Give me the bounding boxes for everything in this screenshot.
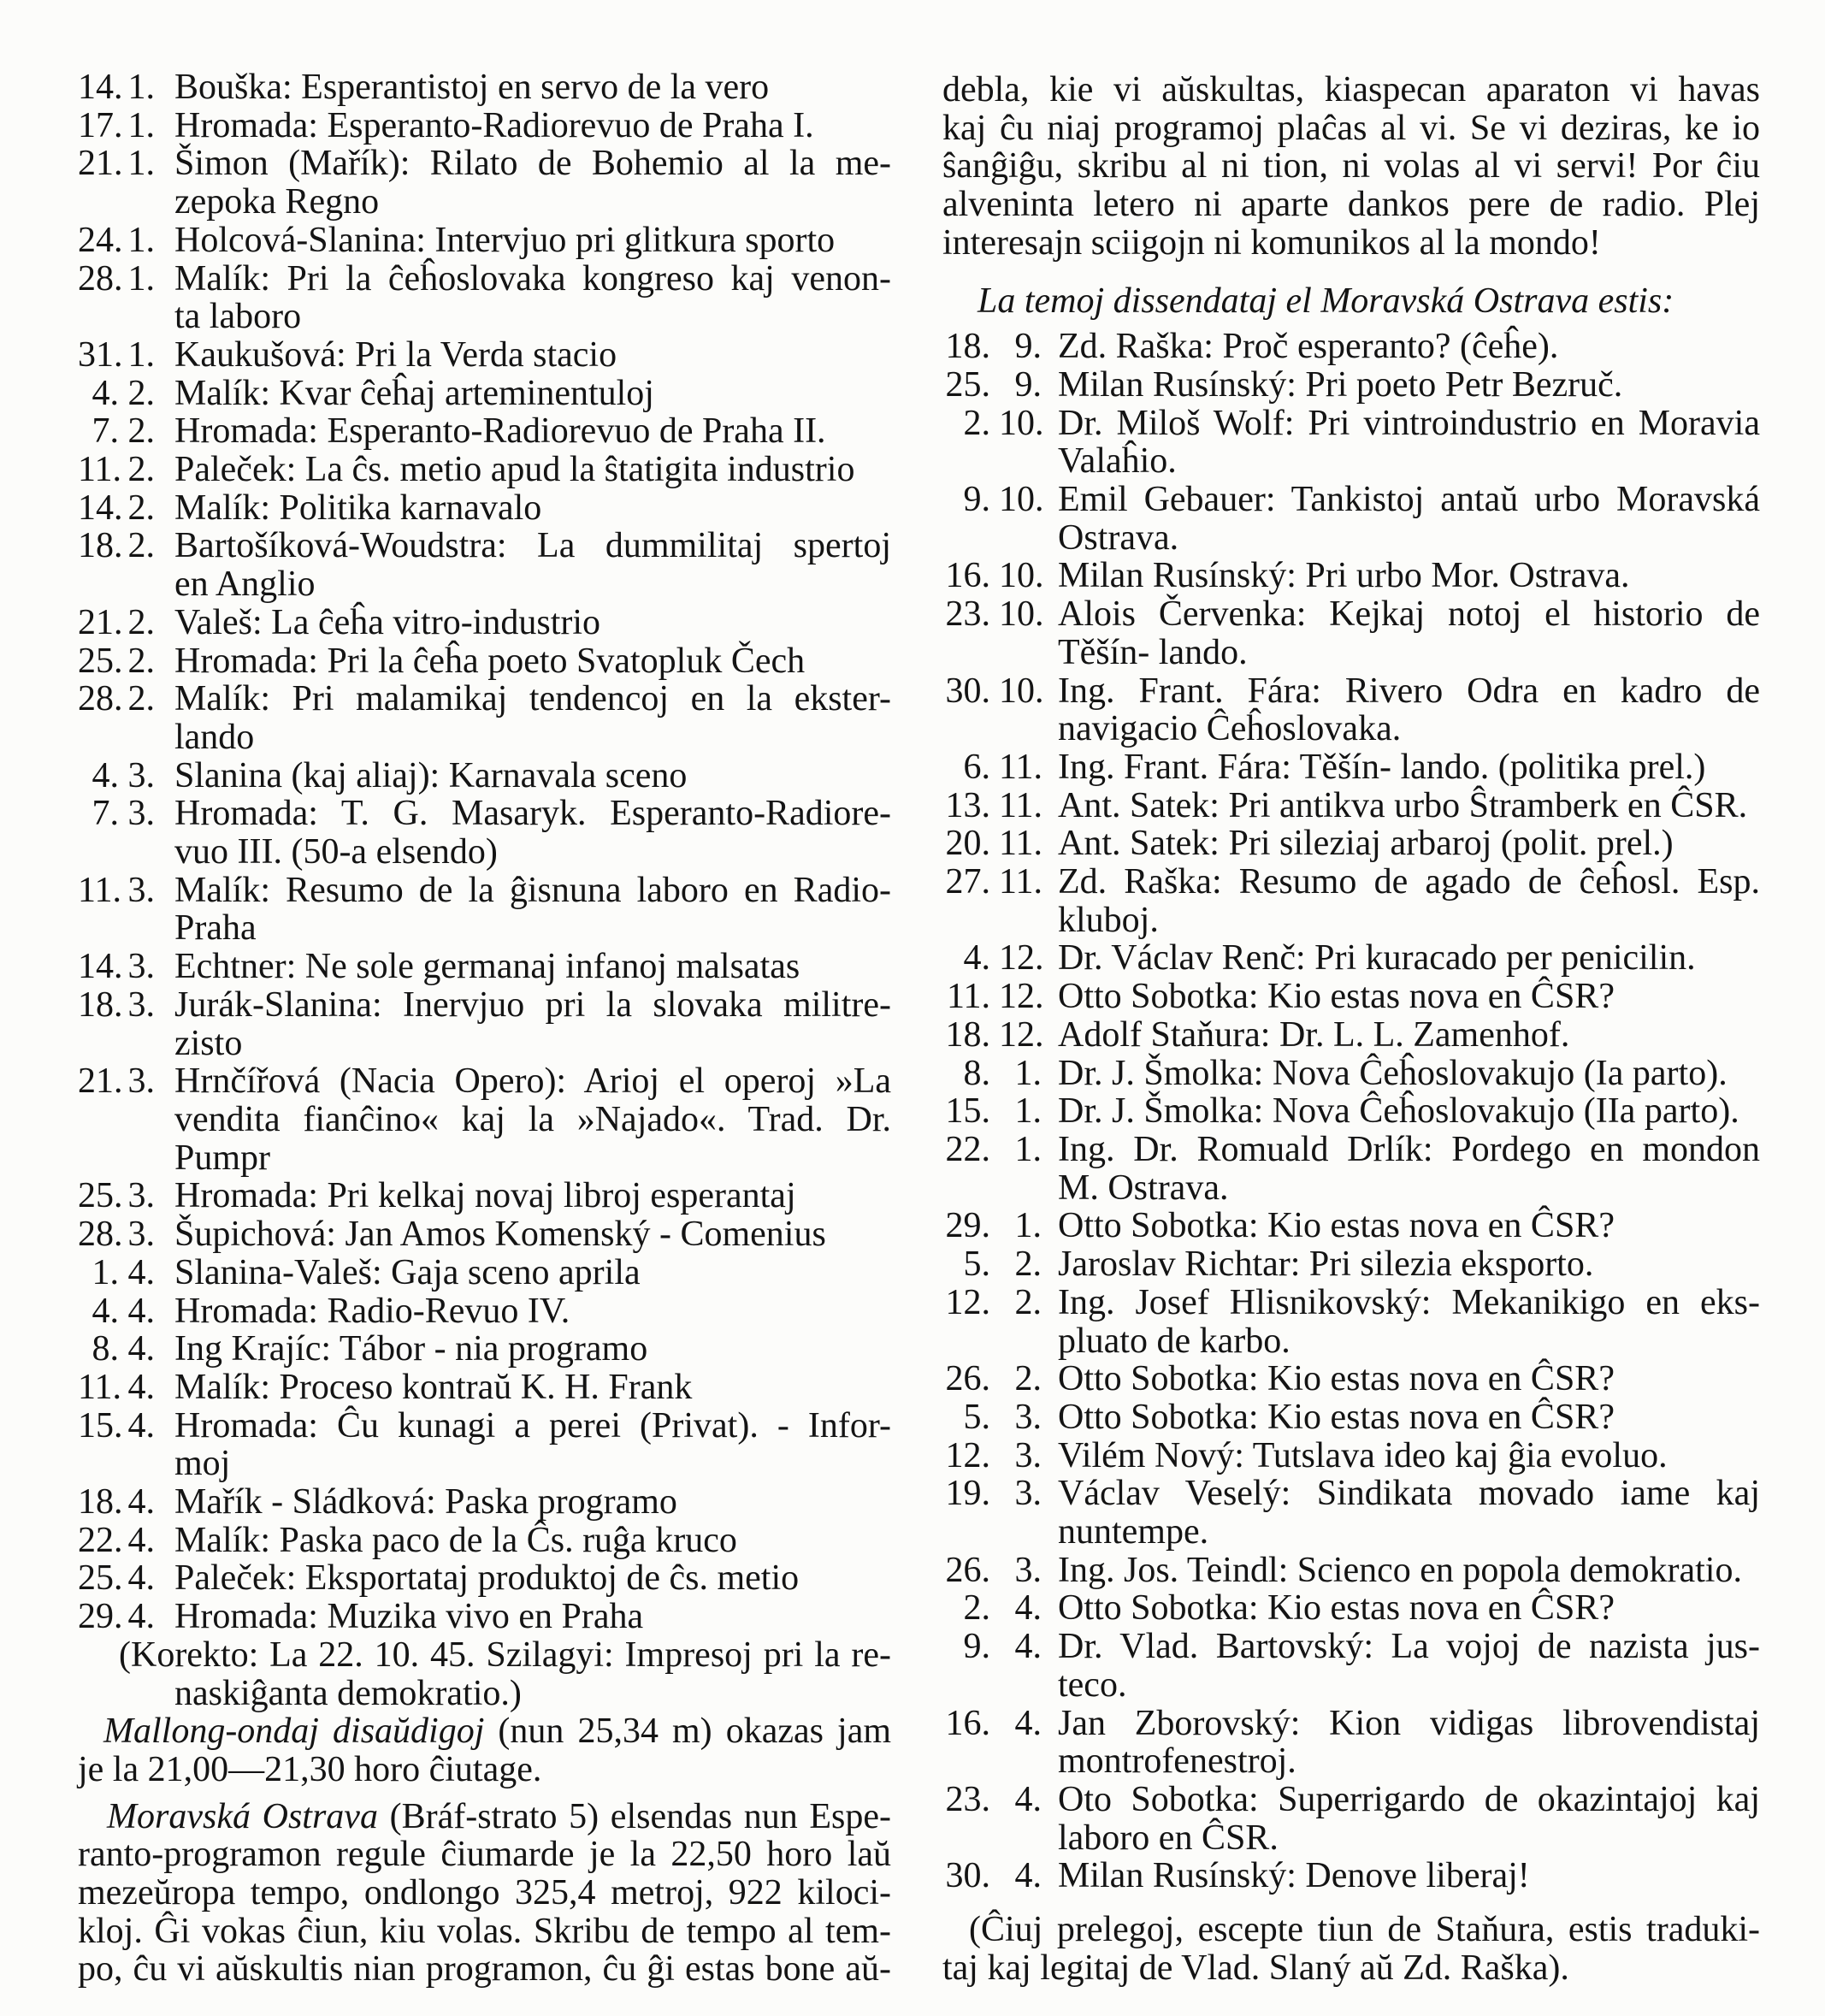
entry-day: 5. xyxy=(963,1244,990,1285)
left-column xyxy=(78,68,891,1989)
text-line: naskiĝanta demokratio.) xyxy=(174,1673,522,1713)
programme-entry xyxy=(942,595,1760,671)
text-run: (nun 25,34 m) okazas jam xyxy=(484,1712,892,1752)
entry-month: 12. xyxy=(999,1014,1044,1055)
text-line xyxy=(107,1798,891,1836)
entry-month: 9. xyxy=(1014,327,1042,367)
programme-entry xyxy=(942,1131,1760,1207)
text-line: interesajn sciigojn ni komunikos al la mondo! xyxy=(942,222,1601,263)
programme-entry xyxy=(78,1254,891,1292)
entry-day: 22. xyxy=(945,1129,990,1169)
entry-day: 23. xyxy=(945,594,990,635)
entry-day: 19. xyxy=(945,1474,990,1514)
entry-line: Malík: Pri la ĉeĥoslovaka kongreso kaj venon- xyxy=(174,258,891,299)
entry-day: 18. xyxy=(945,1014,990,1055)
entry-line: Dr. J. Šmolka: Nova Ĉeĥoslovakujo (IIa parto). xyxy=(1058,1091,1739,1132)
entry-line: Malík: Paska paco de la Ĉs. ruĝa kruco xyxy=(174,1520,737,1560)
entry-line: Malík: Politika karnavalo xyxy=(174,488,542,528)
programme-entry xyxy=(78,260,891,336)
entry-line: moj xyxy=(174,1444,231,1484)
entry-day: 25. xyxy=(78,641,123,681)
entry-line: zepoka Regno xyxy=(174,182,380,222)
text-line: kloj. Ĝi vokas ĉiun, kiu volas. Skribu de tempo al tem- xyxy=(78,1911,891,1951)
entry-line: en Anglio xyxy=(174,565,316,605)
programme-entry xyxy=(78,1215,891,1254)
entry-month: 4. xyxy=(1014,1779,1042,1819)
entry-line: Hromada: Pri la ĉeĥa poeto Svatopluk Čech xyxy=(174,641,806,681)
entry-line: Malík: Kvar ĉeĥaj arteminentuloj xyxy=(174,373,654,413)
entry-day: 25. xyxy=(945,364,990,405)
programme-entry xyxy=(942,1055,1760,1093)
entry-day: 12. xyxy=(945,1435,990,1475)
entry-month: 4. xyxy=(127,1405,155,1445)
entry-line: Otto Sobotka: Kio estas nova en ĈSR? xyxy=(1058,1206,1615,1246)
entry-line: lando xyxy=(174,717,255,757)
italic-lead: Mallong-ondaj disaŭdigoj xyxy=(103,1712,485,1752)
entry-line: zisto xyxy=(174,1023,243,1063)
entry-line: Hromada: Ĉu kunagi a perei (Privat). - Infor- xyxy=(174,1405,891,1445)
programme-entry xyxy=(942,978,1760,1016)
entry-line: kluboj. xyxy=(1058,900,1159,940)
text-line: ranto-programon regule ĉiumarde je la 22,50 horo laŭ xyxy=(78,1835,891,1875)
entry-day: 7. xyxy=(92,794,119,834)
entry-line: Praha xyxy=(174,908,257,949)
entry-month: 10. xyxy=(999,403,1044,443)
programme-entry xyxy=(78,1292,891,1331)
entry-month: 10. xyxy=(999,671,1044,711)
entry-line: Dr. Václav Renč: Pri kuracado per penicilin. xyxy=(1058,938,1696,978)
entry-month: 12. xyxy=(999,938,1044,978)
programme-entry xyxy=(78,1522,891,1560)
text-line: debla, kie vi aŭskultas, kiaspecan aparaton vi havas xyxy=(942,70,1760,109)
programme-entry xyxy=(942,1245,1760,1284)
entry-day: 17. xyxy=(78,105,123,145)
entry-line: Slanina-Valeš: Gaja sceno aprila xyxy=(174,1252,641,1292)
entry-line: pluato de karbo. xyxy=(1058,1321,1290,1361)
entry-month: 3. xyxy=(127,1176,155,1216)
entry-month: 2. xyxy=(1014,1282,1042,1322)
programme-entry xyxy=(78,986,891,1062)
entry-month: 1. xyxy=(127,258,155,299)
entry-month: 2. xyxy=(127,602,155,642)
programme-entry xyxy=(78,1062,891,1177)
entry-line: vendita fianĉino« kaj la »Najado«. Trad. Dr. xyxy=(174,1099,891,1139)
programme-entry xyxy=(942,328,1760,366)
entry-line: Ing. Josef Hlisnikovský: Mekanikigo en eks- xyxy=(1058,1282,1760,1322)
entry-day: 21. xyxy=(78,602,123,642)
entry-line: Vilém Nový: Tutslava ideo kaj ĝia evoluo. xyxy=(1058,1435,1668,1475)
entry-month: 3. xyxy=(127,984,155,1025)
entry-line: Milan Rusínský: Denove liberaj! xyxy=(1058,1856,1530,1896)
entry-line: Dr. Miloš Wolf: Pri vintroindustrio en Moravia xyxy=(1058,403,1760,443)
entry-month: 4. xyxy=(127,1291,155,1331)
entry-day: 11. xyxy=(947,977,990,1017)
entry-month: 11. xyxy=(999,862,1042,902)
programme-entry xyxy=(942,672,1760,748)
entry-day: 14. xyxy=(78,488,123,528)
entry-day: 29. xyxy=(945,1206,990,1246)
programme-entry xyxy=(78,375,891,413)
entry-day: 9. xyxy=(963,480,990,520)
entry-line: Otto Sobotka: Kio estas nova en ĈSR? xyxy=(1058,1588,1615,1629)
entry-day: 11. xyxy=(78,450,121,490)
entry-month: 2. xyxy=(127,679,155,719)
programme-entry xyxy=(942,787,1760,825)
entry-day: 11. xyxy=(78,870,121,910)
programme-entry xyxy=(942,405,1760,481)
ostrava-topics-heading: La temoj dissendataj el Moravská Ostrava estis: xyxy=(977,281,1674,321)
entry-month: 1. xyxy=(127,144,155,184)
entry-day: 16. xyxy=(945,1703,990,1743)
entry-line: Hromada: T. G. Masaryk. Esperanto-Radiore- xyxy=(174,794,891,834)
text-line: ŝanĝiĝu, skribu al ni tion, ni volas al vi servi! Por ĉiu xyxy=(942,146,1760,186)
entry-day: 26. xyxy=(945,1359,990,1399)
programme-entry xyxy=(942,1705,1760,1781)
entry-line: Otto Sobotka: Kio estas nova en ĈSR? xyxy=(1058,1359,1615,1399)
entry-line: Valeš: La ĉeĥa vitro-industrio xyxy=(174,602,601,642)
entry-day: 4. xyxy=(963,938,990,978)
programme-entry xyxy=(78,604,891,642)
entry-line: Ing. Jos. Teindl: Scienco en popola demokratio. xyxy=(1058,1550,1742,1590)
entry-line: Milan Rusínský: Pri poeto Petr Bezruč. xyxy=(1058,364,1623,405)
entry-line: Milan Rusínský: Pri urbo Mor. Ostrava. xyxy=(1058,556,1630,596)
entry-day: 28. xyxy=(78,679,123,719)
programme-entry xyxy=(78,757,891,795)
text-line: je la 21,00—21,30 horo ĉiutage. xyxy=(78,1749,542,1789)
entry-day: 21. xyxy=(78,144,123,184)
entry-day: 11. xyxy=(78,1367,121,1407)
text-line: (Korekto: La 22. 10. 45. Szilagyi: Impresoj pri la re- xyxy=(119,1635,891,1675)
entry-day: 1. xyxy=(92,1252,119,1292)
entry-line: laboro en ĈSR. xyxy=(1058,1818,1279,1858)
entry-day: 20. xyxy=(945,824,990,864)
entry-day: 25. xyxy=(78,1176,123,1216)
entry-month: 2. xyxy=(127,450,155,490)
entry-day: 18. xyxy=(78,1482,123,1522)
entry-line: Otto Sobotka: Kio estas nova en ĈSR? xyxy=(1058,1397,1615,1437)
entry-line: Jan Zborovský: Kion vidigas librovendistaj xyxy=(1058,1703,1760,1743)
entry-line: Dr. Vlad. Bartovský: La vojoj de nazista jus- xyxy=(1058,1627,1760,1667)
entry-day: 23. xyxy=(945,1779,990,1819)
entry-month: 4. xyxy=(1014,1856,1042,1896)
entry-month: 2. xyxy=(1014,1244,1042,1285)
programme-entry xyxy=(78,1177,891,1215)
entry-day: 12. xyxy=(945,1282,990,1322)
entry-line: Pumpr xyxy=(174,1138,271,1178)
entry-day: 8. xyxy=(92,1329,119,1369)
entry-month: 4. xyxy=(127,1558,155,1599)
entry-day: 4. xyxy=(92,373,119,413)
entry-line: Šimon (Mařík): Rilato de Bohemio al la me- xyxy=(174,144,891,184)
text-line: (Ĉiuj prelegoj, escepte tiun de Staňura, estis traduki- xyxy=(969,1910,1760,1950)
entry-day: 31. xyxy=(78,334,123,375)
entry-month: 1. xyxy=(127,105,155,145)
entry-month: 11. xyxy=(999,824,1042,864)
entry-month: 2. xyxy=(127,641,155,681)
entry-day: 30. xyxy=(945,1856,990,1896)
entry-line: vuo III. (50-a elsendo) xyxy=(174,832,498,872)
programme-entry xyxy=(78,1330,891,1369)
entry-day: 25. xyxy=(78,1558,123,1599)
text-line xyxy=(103,1712,891,1751)
text-line: alveninta letero ni aparte dankos pere de radio. Plej xyxy=(942,185,1760,225)
entry-day: 16. xyxy=(945,556,990,596)
programme-entry xyxy=(942,1475,1760,1551)
programme-entry xyxy=(78,948,891,986)
shortwave-note xyxy=(78,1712,891,1788)
entry-month: 1. xyxy=(1014,1053,1042,1093)
entry-month: 3. xyxy=(127,1215,155,1255)
entry-month: 4. xyxy=(127,1252,155,1292)
programme-entry xyxy=(942,1589,1760,1628)
programme-entry xyxy=(78,1407,891,1483)
italic-lead: Moravská Ostrava xyxy=(107,1796,378,1836)
entry-line: Bartošíková-Woudstra: La dummilitaj spertoj xyxy=(174,526,891,566)
programme-entry xyxy=(78,489,891,528)
correction-note xyxy=(78,1636,891,1712)
entry-line: Malík: Resumo de la ĝisnuna laboro en Radio- xyxy=(174,870,891,910)
entry-day: 29. xyxy=(78,1597,123,1637)
entry-line: Hromada: Pri kelkaj novaj libroj esperantaj xyxy=(174,1176,796,1216)
entry-line: Bouška: Esperantistoj en servo de la vero xyxy=(174,68,770,107)
entry-line: Ing. Frant. Fára: Těšín- lando. (politika prel.) xyxy=(1058,747,1706,787)
entry-day: 5. xyxy=(963,1397,990,1437)
entry-day: 21. xyxy=(78,1061,123,1102)
entry-month: 4. xyxy=(1014,1588,1042,1629)
programme-entry xyxy=(78,336,891,375)
right-column xyxy=(942,71,1760,1987)
entry-line: M. Ostrava. xyxy=(1058,1168,1229,1208)
entry-month: 3. xyxy=(1014,1397,1042,1437)
entry-month: 1. xyxy=(127,220,155,260)
programme-entry xyxy=(78,872,891,948)
programme-entry xyxy=(942,1781,1760,1857)
entry-line: Mařík - Sládková: Paska programo xyxy=(174,1482,677,1522)
entry-day: 28. xyxy=(78,258,123,299)
text-line: po, ĉu vi aŭskultis nian programon, ĉu ĝi estas bone aŭ- xyxy=(78,1949,891,1989)
entry-line: teco. xyxy=(1058,1664,1127,1705)
programme-entry xyxy=(942,939,1760,978)
programme-entry xyxy=(942,1398,1760,1437)
programme-entry xyxy=(78,1369,891,1407)
programme-entry xyxy=(78,642,891,681)
entry-day: 2. xyxy=(963,403,990,443)
entry-line: Zd. Raška: Proč esperanto? (ĉeĥe). xyxy=(1058,327,1559,367)
entry-month: 2. xyxy=(127,488,155,528)
entry-line: Ant. Satek: Pri antikva urbo Ŝtramberk en ĈSR. xyxy=(1058,785,1748,825)
programme-entry xyxy=(942,863,1760,939)
entry-day: 4. xyxy=(92,1291,119,1331)
entry-line: Echtner: Ne sole germanaj infanoj malsatas xyxy=(174,947,800,987)
programme-entry xyxy=(78,680,891,756)
entry-line: nuntempe. xyxy=(1058,1512,1209,1552)
entry-line: Dr. J. Šmolka: Nova Ĉeĥoslovakujo (Ia parto). xyxy=(1058,1053,1728,1093)
entry-day: 9. xyxy=(963,1627,990,1667)
programme-entry xyxy=(942,1437,1760,1475)
entry-month: 1. xyxy=(127,334,155,375)
entry-month: 1. xyxy=(1014,1206,1042,1246)
entry-month: 3. xyxy=(127,794,155,834)
entry-day: 2. xyxy=(963,1588,990,1629)
entry-month: 3. xyxy=(1014,1435,1042,1475)
entry-month: 1. xyxy=(1014,1129,1042,1169)
entry-line: Paleček: Eksportataj produktoj de ĉs. metio xyxy=(174,1558,800,1599)
entry-day: 15. xyxy=(945,1091,990,1132)
programme-entry xyxy=(942,1284,1760,1360)
entry-day: 7. xyxy=(92,411,119,452)
entry-line: Emil Gebauer: Tankistoj antaŭ urbo Moravská xyxy=(1058,480,1760,520)
programme-entry xyxy=(942,748,1760,787)
translation-note xyxy=(942,1911,1760,1987)
entry-day: 18. xyxy=(78,984,123,1025)
programme-entry xyxy=(78,222,891,260)
programme-entry xyxy=(942,1016,1760,1055)
entry-line: Šupichová: Jan Amos Komenský - Comenius xyxy=(174,1215,826,1255)
programme-entry xyxy=(78,412,891,451)
entry-line: Kaukušová: Pri la Verda stacio xyxy=(174,334,617,375)
entry-line: Hromada: Esperanto-Radiorevuo de Praha II. xyxy=(174,411,826,452)
programme-entry xyxy=(942,1552,1760,1590)
entry-month: 1. xyxy=(1014,1091,1042,1132)
programme-entry xyxy=(942,1207,1760,1245)
entry-line: Malík: Proceso kontraŭ K. H. Frank xyxy=(174,1367,693,1407)
entry-day: 6. xyxy=(963,747,990,787)
entry-line: montrofenestroj. xyxy=(1058,1741,1296,1782)
entry-month: 2. xyxy=(1014,1359,1042,1399)
entry-month: 10. xyxy=(999,480,1044,520)
entry-month: 1. xyxy=(127,68,155,107)
entry-day: 13. xyxy=(945,785,990,825)
programme-entry xyxy=(942,1360,1760,1398)
entry-line: Zd. Raška: Resumo de agado de ĉeĥosl. Esp. xyxy=(1058,862,1760,902)
entry-month: 4. xyxy=(127,1367,155,1407)
entry-line: Valaĥio. xyxy=(1058,441,1177,482)
entry-line: Slanina (kaj aliaj): Karnavala sceno xyxy=(174,755,688,795)
entry-line: Adolf Staňura: Dr. L. L. Zamenhof. xyxy=(1058,1014,1570,1055)
entry-month: 4. xyxy=(1014,1627,1042,1667)
entry-line: Ant. Satek: Pri sileziaj arbaroj (polit. prel.) xyxy=(1058,824,1674,864)
entry-day: 27. xyxy=(945,862,990,902)
programme-entry xyxy=(942,825,1760,863)
entry-day: 14. xyxy=(78,68,123,107)
entry-day: 18. xyxy=(945,327,990,367)
programme-entry xyxy=(78,1598,891,1636)
entry-month: 11. xyxy=(999,747,1042,787)
programme-entry xyxy=(78,107,891,145)
programme-entry xyxy=(78,795,891,871)
entry-day: 8. xyxy=(963,1053,990,1093)
entry-month: 10. xyxy=(999,594,1044,635)
entry-day: 26. xyxy=(945,1550,990,1590)
programme-entry xyxy=(78,1559,891,1598)
entry-month: 4. xyxy=(127,1597,155,1637)
entry-line: Oto Sobotka: Superrigardo de okazintajoj kaj xyxy=(1058,1779,1760,1819)
entry-line: Ostrava. xyxy=(1058,517,1179,558)
entry-day: 24. xyxy=(78,220,123,260)
entry-day: 22. xyxy=(78,1520,123,1560)
programme-entry xyxy=(942,557,1760,595)
entry-line: Ing Krajíc: Tábor - nia programo xyxy=(174,1329,648,1369)
entry-month: 3. xyxy=(127,870,155,910)
text-run: (Bráf-strato 5) elsendas nun Espe- xyxy=(377,1796,892,1836)
entry-day: 14. xyxy=(78,947,123,987)
entry-month: 2. xyxy=(127,526,155,566)
entry-month: 10. xyxy=(999,556,1044,596)
entry-line: Otto Sobotka: Kio estas nova en ĈSR? xyxy=(1058,977,1615,1017)
programme-entry xyxy=(78,145,891,221)
entry-line: Václav Veselý: Sindikata movado iame kaj xyxy=(1058,1474,1760,1514)
entry-line: Těšín- lando. xyxy=(1058,632,1248,672)
entry-line: Jurák-Slanina: Inervjuo pri la slovaka militre- xyxy=(174,984,891,1025)
entry-line: Hromada: Esperanto-Radiorevuo de Praha I. xyxy=(174,105,814,145)
entry-month: 3. xyxy=(127,947,155,987)
entry-line: Hromada: Muzika vivo en Praha xyxy=(174,1597,644,1637)
programme-entry xyxy=(78,1483,891,1522)
entry-line: Malík: Pri malamikaj tendencoj en la ekster- xyxy=(174,679,891,719)
entry-line: Paleček: La ĉs. metio apud la ŝtatigita industrio xyxy=(174,450,855,490)
entry-month: 4. xyxy=(127,1482,155,1522)
text-line: taj kaj legitaj de Vlad. Slaný aŭ Zd. Raška). xyxy=(942,1948,1569,1988)
entry-line: Ing. Frant. Fára: Rivero Odra en kadro de xyxy=(1058,671,1760,711)
programme-entry xyxy=(942,366,1760,405)
text-line: mezeŭropa tempo, ondlongo 325,4 metroj, 922 kiloci- xyxy=(78,1873,891,1913)
entry-month: 4. xyxy=(127,1329,155,1369)
entry-month: 3. xyxy=(1014,1550,1042,1590)
programme-entry xyxy=(942,1628,1760,1704)
entry-line: Ing. Dr. Romuald Drlík: Pordego en mondon xyxy=(1058,1129,1760,1169)
programme-entry xyxy=(942,481,1760,557)
entry-month: 3. xyxy=(1014,1474,1042,1514)
entry-month: 3. xyxy=(127,1061,155,1102)
entry-line: Jaroslav Richtar: Pri silezia eksporto. xyxy=(1058,1244,1594,1285)
programme-entry xyxy=(942,1857,1760,1895)
programme-entry xyxy=(942,1092,1760,1131)
entry-line: Hromada: Radio-Revuo IV. xyxy=(174,1291,570,1331)
entry-month: 4. xyxy=(127,1520,155,1560)
entry-day: 28. xyxy=(78,1215,123,1255)
entry-line: ta laboro xyxy=(174,297,302,337)
entry-month: 12. xyxy=(999,977,1044,1017)
entry-month: 2. xyxy=(127,373,155,413)
entry-line: navigacio Ĉeĥoslovaka. xyxy=(1058,709,1402,749)
programme-entry xyxy=(78,451,891,489)
entry-month: 4. xyxy=(1014,1703,1042,1743)
moravska-ostrava-note xyxy=(78,1798,891,1989)
entry-line: Hrnčířová (Nacia Opero): Arioj el operoj »La xyxy=(174,1061,891,1102)
entry-month: 9. xyxy=(1014,364,1042,405)
entry-line: Alois Červenka: Kejkaj notoj el historio de xyxy=(1058,594,1760,635)
entry-day: 30. xyxy=(945,671,990,711)
entry-month: 11. xyxy=(999,785,1042,825)
entry-month: 2. xyxy=(127,411,155,452)
entry-day: 15. xyxy=(78,1405,123,1445)
entry-day: 18. xyxy=(78,526,123,566)
entry-day: 4. xyxy=(92,755,119,795)
entry-line: Holcová-Slanina: Intervjuo pri glitkura sporto xyxy=(174,220,836,260)
programme-entry xyxy=(78,68,891,107)
listener-appeal xyxy=(942,71,1760,263)
entry-month: 3. xyxy=(127,755,155,795)
text-line: kaj ĉu niaj programoj plaĉas al vi. Se vi deziras, ke io xyxy=(942,108,1760,148)
programme-entry xyxy=(78,527,891,603)
